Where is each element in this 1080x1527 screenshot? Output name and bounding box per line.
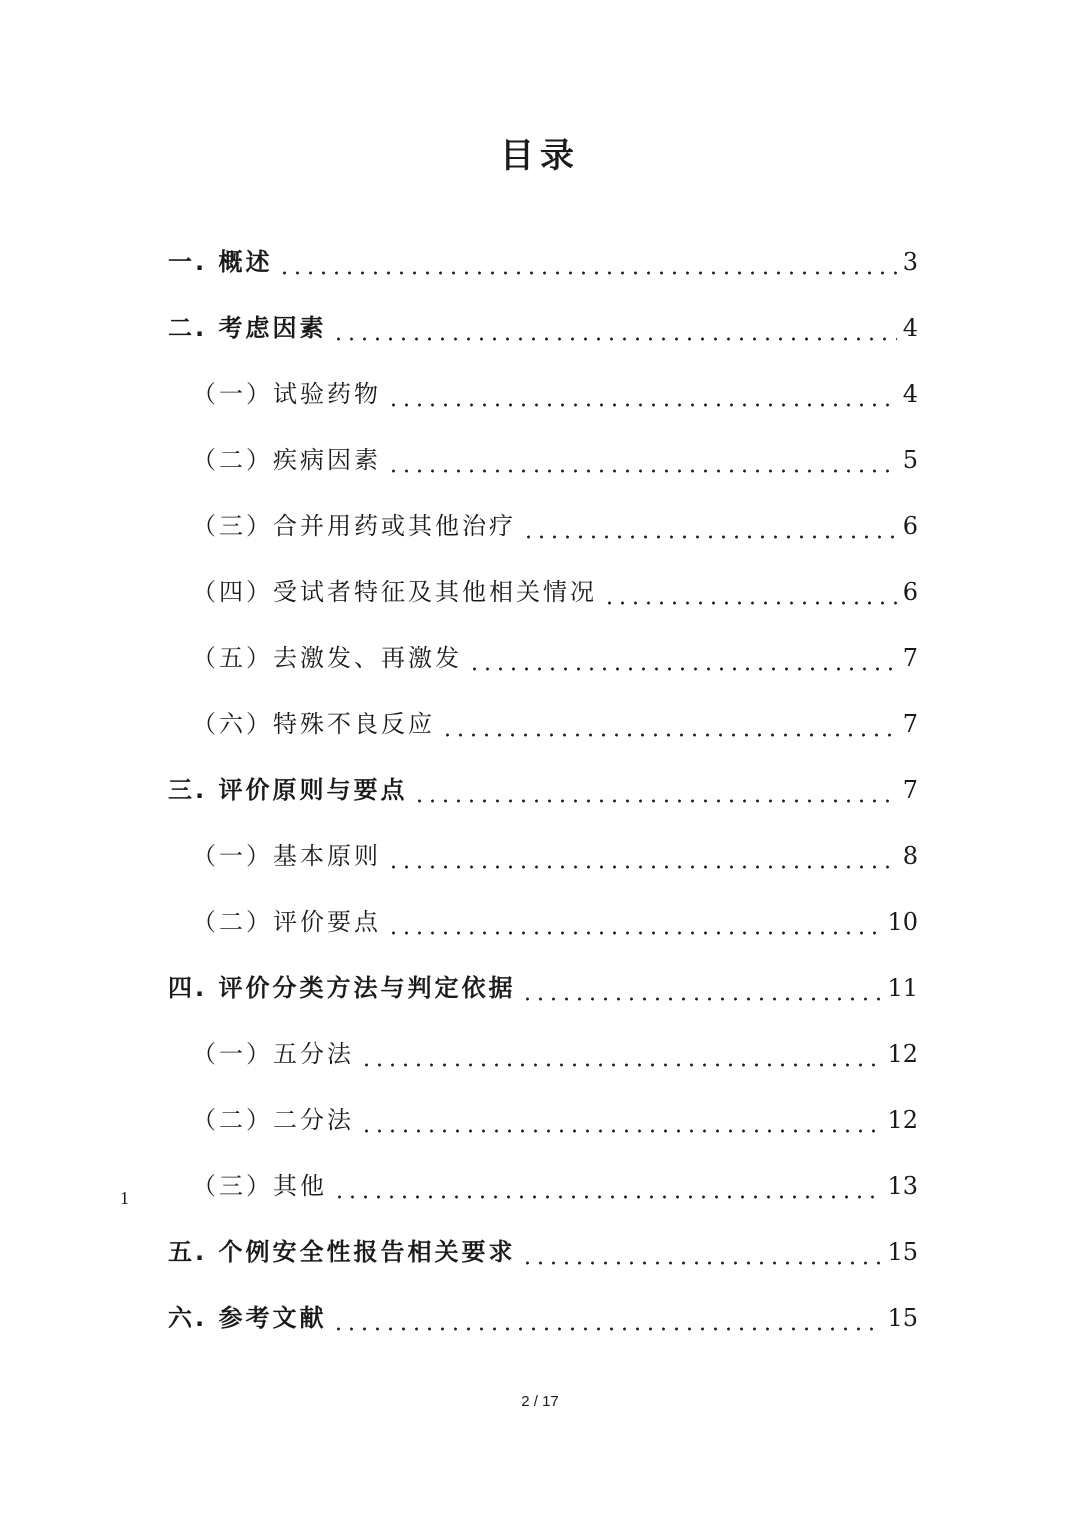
toc-entry-other[interactable] bbox=[192, 1166, 918, 1206]
toc-leader-dots bbox=[360, 1100, 881, 1140]
toc-entry-special-adverse-reactions[interactable] bbox=[192, 704, 918, 744]
toc-leader-dots bbox=[522, 506, 897, 546]
toc-entry-dechallenge-rechallenge[interactable] bbox=[192, 638, 918, 678]
toc-entry-page: 15 bbox=[887, 1238, 918, 1266]
toc-leader-dots bbox=[387, 902, 881, 942]
toc-entry-page: 3 bbox=[902, 248, 918, 276]
toc-leader-dots bbox=[413, 770, 896, 810]
toc-entry-page: 12 bbox=[887, 1106, 918, 1134]
toc-entry-label: （五）去激发、再激发 bbox=[192, 644, 462, 672]
toc-entry-basic-principles[interactable] bbox=[192, 836, 918, 876]
toc-entry-label: （二）二分法 bbox=[192, 1106, 354, 1134]
toc-entry-label: 五. 个例安全性报告相关要求 bbox=[168, 1238, 516, 1266]
page-title: 目录 bbox=[500, 136, 580, 176]
toc-entry-concomitant-medication[interactable] bbox=[192, 506, 918, 546]
toc-leader-dots bbox=[387, 836, 897, 876]
toc-entry-evaluation-points[interactable] bbox=[192, 902, 918, 942]
toc-entry-page: 7 bbox=[902, 710, 918, 738]
toc-entry-label: （一）五分法 bbox=[192, 1040, 354, 1068]
toc-entry-page: 15 bbox=[887, 1304, 918, 1332]
toc-leader-dots bbox=[360, 1034, 881, 1074]
toc-entry-page: 5 bbox=[902, 446, 918, 474]
toc-entry-label: 三. 评价原则与要点 bbox=[168, 776, 408, 804]
toc-entry-page: 12 bbox=[887, 1040, 918, 1068]
toc-entry-label: 一. 概述 bbox=[168, 248, 273, 276]
toc-entry-page: 7 bbox=[902, 644, 918, 672]
toc-entry-evaluation-principles[interactable] bbox=[168, 770, 918, 810]
margin-line-number: 1 bbox=[120, 1188, 129, 1208]
toc-leader-dots bbox=[333, 1166, 881, 1206]
toc-leader-dots bbox=[387, 374, 897, 414]
toc-entry-label: （六）特殊不良反应 bbox=[192, 710, 435, 738]
toc-entry-label: （一）试验药物 bbox=[192, 380, 381, 408]
toc-leader-dots bbox=[521, 968, 881, 1008]
toc-entry-label: 六. 参考文献 bbox=[168, 1304, 327, 1332]
toc-entry-page: 6 bbox=[902, 512, 918, 540]
toc-entry-page: 8 bbox=[902, 842, 918, 870]
toc-leader-dots bbox=[332, 308, 896, 348]
toc-entry-individual-safety-report[interactable] bbox=[168, 1232, 918, 1272]
toc-entry-page: 13 bbox=[887, 1172, 918, 1200]
toc-entry-label: 二. 考虑因素 bbox=[168, 314, 327, 342]
page-number-footer: 2 / 17 bbox=[521, 1393, 559, 1410]
toc-entry-page: 6 bbox=[902, 578, 918, 606]
toc-entry-label: （二）评价要点 bbox=[192, 908, 381, 936]
toc-leader-dots bbox=[603, 572, 897, 612]
toc-entry-binary-method[interactable] bbox=[192, 1100, 918, 1140]
toc-entry-label: 四. 评价分类方法与判定依据 bbox=[168, 974, 516, 1002]
toc-leader-dots bbox=[278, 242, 896, 282]
toc-leader-dots bbox=[387, 440, 897, 480]
toc-entry-five-point-method[interactable] bbox=[192, 1034, 918, 1074]
toc-entry-page: 10 bbox=[887, 908, 918, 936]
toc-entry-classification-methods[interactable] bbox=[168, 968, 918, 1008]
toc-entry-page: 4 bbox=[902, 314, 918, 342]
toc-leader-dots bbox=[468, 638, 897, 678]
toc-entry-subject-characteristics[interactable] bbox=[192, 572, 918, 612]
toc-entry-page: 7 bbox=[902, 776, 918, 804]
toc-entry-overview[interactable] bbox=[168, 242, 918, 282]
toc-entry-disease-factors[interactable] bbox=[192, 440, 918, 480]
toc-entry-label: （一）基本原则 bbox=[192, 842, 381, 870]
toc-leader-dots bbox=[441, 704, 897, 744]
toc-leader-dots bbox=[521, 1232, 881, 1272]
toc-entry-page: 4 bbox=[902, 380, 918, 408]
toc-entry-label: （三）其他 bbox=[192, 1172, 327, 1200]
toc-entry-test-drug[interactable] bbox=[192, 374, 918, 414]
toc-entry-label: （四）受试者特征及其他相关情况 bbox=[192, 578, 597, 606]
toc-entry-label: （二）疾病因素 bbox=[192, 446, 381, 474]
toc-entry-page: 11 bbox=[887, 974, 918, 1002]
toc-entry-considerations[interactable] bbox=[168, 308, 918, 348]
toc-leader-dots bbox=[332, 1298, 881, 1338]
toc-entry-label: （三）合并用药或其他治疗 bbox=[192, 512, 516, 540]
toc-entry-references[interactable] bbox=[168, 1298, 918, 1338]
